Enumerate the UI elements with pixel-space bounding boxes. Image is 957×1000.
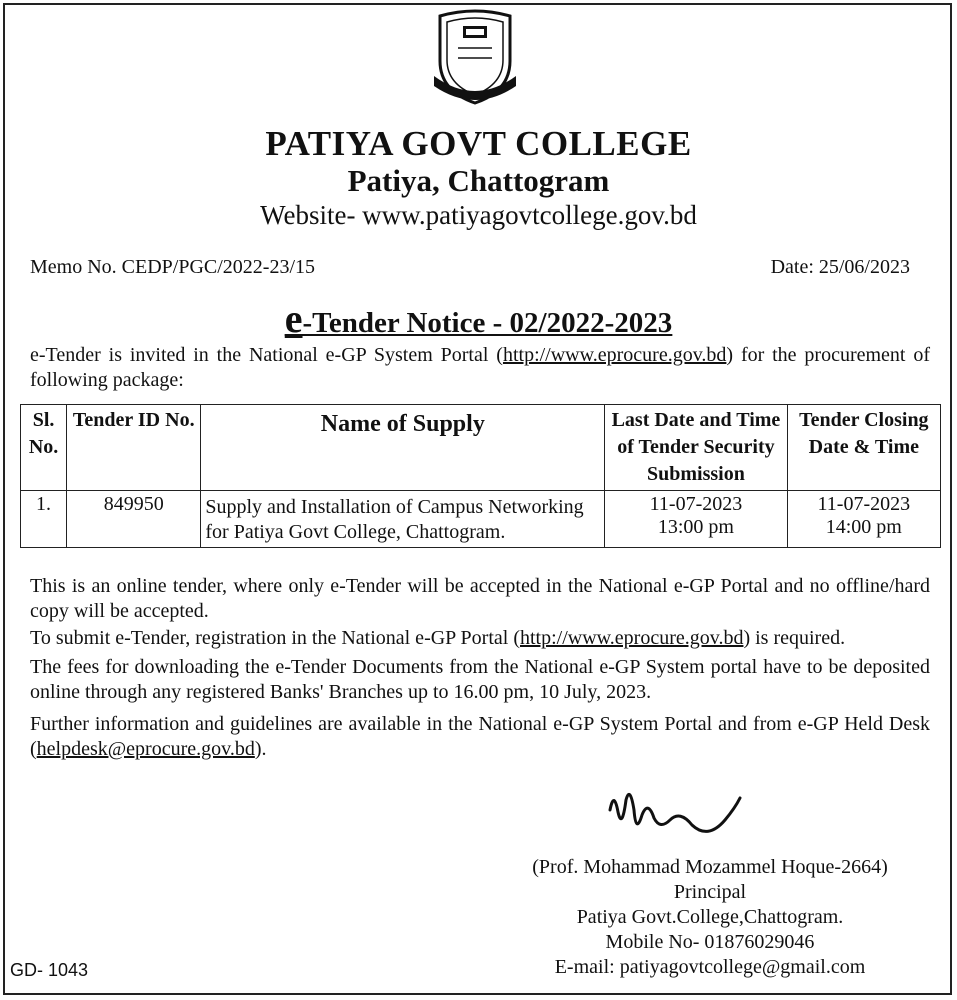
header-sl: Sl. No.	[21, 405, 67, 491]
table-header-row	[21, 405, 941, 491]
header-tender-id: Tender ID No.	[67, 405, 201, 491]
signatory-mobile: Mobile No- 01876029046	[605, 931, 815, 953]
table-row	[21, 491, 941, 548]
college-location: Patiya, Chattogram	[347, 163, 610, 198]
signature	[600, 780, 750, 850]
cell-closing	[787, 491, 940, 548]
cell-sl: 1.	[21, 491, 67, 548]
cell-last-date	[605, 491, 787, 548]
paragraph-registration: To submit e-Tender, registration in the National e-GP Portal (http://www.eprocure.gov.bd) is required.	[30, 627, 846, 649]
helpdesk-email-link[interactable]: helpdesk@eprocure.gov.bd	[36, 738, 255, 760]
paragraph-online-tender: This is an online tender, where only e-Tender will be accepted in the National e-GP Portal and no offline/hard copy will be accepted.	[30, 575, 930, 622]
gd-number: GD- 1043	[10, 960, 89, 980]
tender-table	[20, 404, 941, 548]
signatory-title: Principal	[673, 881, 747, 903]
paragraph-fees: The fees for downloading the e-Tender Documents from the National e-GP System portal have to be deposited online through any registered Banks' Branches up to 16.00 pm, 10 July, 2023.	[30, 656, 930, 703]
paragraph-further-info: Further information and guidelines are available in the National e-GP System Portal and from e-GP Held Desk (helpdesk@eprocure.gov.bd).	[30, 713, 930, 760]
college-website: Website- www.patiyagovtcollege.gov.bd	[260, 200, 697, 230]
last-date: 11-07-2023	[649, 493, 743, 515]
cell-name-of-supply: Supply and Installation of Campus Networking for Patiya Govt College, Chattogram.	[201, 491, 605, 548]
closing-date: 11-07-2023	[817, 493, 911, 515]
eprocure-link[interactable]: http://www.eprocure.gov.bd	[502, 344, 727, 366]
closing-time: 14:00 pm	[825, 516, 902, 538]
signatory-email: E-mail: patiyagovtcollege@gmail.com	[554, 956, 866, 978]
college-seal-logo	[430, 6, 520, 106]
header-closing: Tender Closing Date & Time	[787, 405, 940, 491]
memo-number: Memo No. CEDP/PGC/2022-23/15	[30, 256, 316, 278]
signatory-institution: Patiya Govt.College,Chattogram.	[576, 906, 844, 928]
heading-text: -Tender Notice - 02/2022-2023	[302, 307, 673, 339]
memo-date: Date: 25/06/2023	[770, 256, 910, 278]
college-name: PATIYA GOVT COLLEGE	[265, 124, 692, 163]
intro-paragraph: e-Tender is invited in the National e-GP System Portal (http://www.eprocure.gov.bd) for the procurement of following package:	[30, 344, 930, 391]
heading-prefix: e	[284, 296, 303, 341]
signatory-block	[500, 855, 920, 980]
signatory-name: (Prof. Mohammad Mozammel Hoque-2664)	[532, 856, 888, 878]
cell-tender-id: 849950	[67, 491, 201, 548]
eprocure-link-2[interactable]: http://www.eprocure.gov.bd	[519, 627, 744, 649]
last-time: 13:00 pm	[657, 516, 734, 538]
header-name-of-supply: Name of Supply	[201, 405, 605, 491]
header-last-date: Last Date and Time of Tender Security Submission	[605, 405, 787, 491]
notice-heading	[0, 295, 957, 342]
